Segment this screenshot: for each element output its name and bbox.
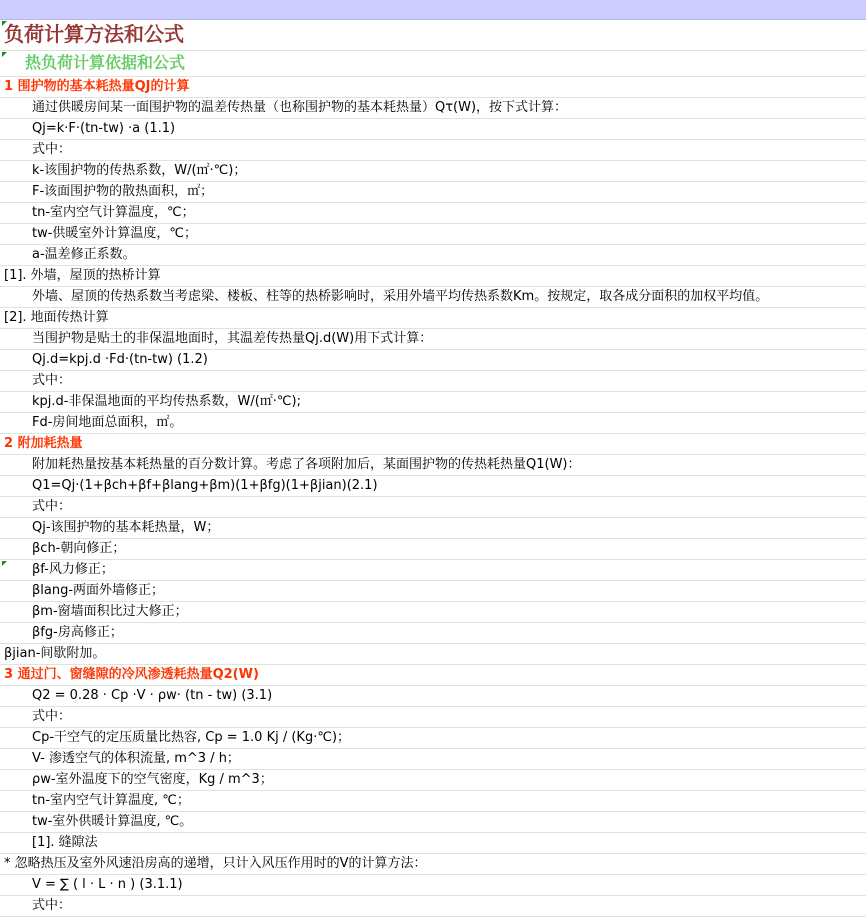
cell-comment-marker-icon — [2, 52, 7, 57]
cell-text: 式中： — [32, 373, 72, 388]
sheet-row[interactable] — [0, 581, 866, 602]
cell-text: tn-室内空气计算温度, ℃； — [32, 793, 190, 808]
cell-text: βlang-两面外墙修正； — [32, 583, 165, 598]
cell-text: k-该围护物的传热系数，W/(㎡·℃)； — [32, 163, 247, 178]
cell-text: 通过供暖房间某一面围护物的温差传热量（也称围护物的基本耗热量）Qτ(W)，按下式计算： — [32, 100, 568, 115]
cell-text: tw-室外供暖计算温度, ℃。 — [32, 814, 193, 829]
sheet-row[interactable] — [0, 245, 866, 266]
sheet-row[interactable] — [0, 791, 866, 812]
section-subtitle[interactable] — [0, 51, 866, 77]
cell-text: ρw-室外温度下的空气密度，Kg / m^3； — [32, 772, 273, 787]
sheet-row[interactable] — [0, 560, 866, 581]
cell-text: 式中： — [32, 142, 72, 157]
sheet-row[interactable] — [0, 371, 866, 392]
sheet-row[interactable] — [0, 707, 866, 728]
cell-text: tw-供暖室外计算温度，℃； — [32, 226, 198, 241]
cell-text: [1]. 外墙，屋顶的热桥计算 — [4, 268, 161, 283]
sheet-row[interactable] — [0, 182, 866, 203]
sheet-row[interactable] — [0, 224, 866, 245]
cell-comment-marker-icon — [2, 561, 7, 566]
sheet-row[interactable] — [0, 287, 866, 308]
cell-text: βfg-房高修正； — [32, 625, 123, 640]
sheet-row[interactable] — [0, 329, 866, 350]
sheet-row[interactable] — [0, 308, 866, 329]
sheet-row[interactable] — [0, 602, 866, 623]
cell-text: 式中： — [32, 499, 72, 514]
cell-text: 外墙、屋顶的传热系数当考虑梁、楼板、柱等的热桥影响时，采用外墙平均传热系数Km。按规定，取各成分面积的加权平均值。 — [32, 289, 769, 304]
cell-text: Qj-该围护物的基本耗热量，W； — [32, 520, 220, 535]
section-heading[interactable] — [0, 77, 866, 98]
section-heading[interactable] — [0, 665, 866, 686]
header-bar — [0, 0, 866, 20]
sheet-row[interactable] — [0, 728, 866, 749]
cell-text: [1]. 缝隙法 — [32, 835, 98, 850]
sheet-row[interactable] — [0, 350, 866, 371]
sheet-row[interactable] — [0, 413, 866, 434]
cell-text: Fd-房间地面总面积，㎡。 — [32, 415, 183, 430]
cell-text: 热负荷计算依据和公式 — [25, 53, 186, 72]
sheet-row[interactable] — [0, 623, 866, 644]
sheet-row[interactable] — [0, 518, 866, 539]
sheet-row[interactable] — [0, 833, 866, 854]
cell-text: Cp-干空气的定压质量比热容, Cp = 1.0 Kj / (Kg·℃)； — [32, 730, 351, 745]
cell-text: 当围护物是贴土的非保温地面时，其温差传热量Qj.d(W)用下式计算： — [32, 331, 433, 346]
cell-text: 1 围护物的基本耗热量QJ的计算 — [4, 79, 190, 94]
cell-text: 3 通过门、窗缝隙的冷风渗透耗热量Q2(W) — [4, 667, 259, 682]
sheet-row[interactable] — [0, 140, 866, 161]
sheet-row[interactable] — [0, 98, 866, 119]
sheet-row[interactable] — [0, 392, 866, 413]
sheet-row[interactable] — [0, 749, 866, 770]
cell-text: kpj.d-非保温地面的平均传热系数，W/(㎡·℃); — [32, 394, 301, 409]
sheet-row[interactable] — [0, 455, 866, 476]
cell-text: F-该面围护物的散热面积，㎡； — [32, 184, 214, 199]
sheet-row[interactable] — [0, 686, 866, 707]
sheet-row[interactable] — [0, 875, 866, 896]
sheet-row[interactable] — [0, 644, 866, 665]
cell-text: a-温差修正系数。 — [32, 247, 136, 262]
cell-text: βf-风力修正； — [32, 562, 114, 577]
cell-text: tn-室内空气计算温度，℃； — [32, 205, 195, 220]
cell-text: * 忽略热压及室外风速沿房高的递增，只计入风压作用时的V的计算方法： — [4, 856, 427, 871]
cell-text: [2]. 地面传热计算 — [4, 310, 109, 325]
cell-text: 2 附加耗热量 — [4, 436, 83, 451]
sheet-row[interactable] — [0, 266, 866, 287]
cell-text: 附加耗热量按基本耗热量的百分数计算。考虑了各项附加后，某面围护物的传热耗热量Q1(W)： — [32, 457, 581, 472]
cell-text: Q1=Qj·(1+βch+βf+βlang+βm)(1+βfg)(1+βjian)(2.1) — [32, 478, 378, 493]
cell-text: Q2 = 0.28 · Cp ·V · ρw· (tn - tw) (3.1) — [32, 688, 273, 703]
cell-text: V- 渗透空气的体积流量, m^3 / h； — [32, 751, 240, 766]
section-heading[interactable] — [0, 434, 866, 455]
sheet-row[interactable] — [0, 539, 866, 560]
cell-text: Qj.d=kpj.d ·Fd·(tn-tw) (1.2) — [32, 352, 208, 367]
sheet-row[interactable] — [0, 476, 866, 497]
cell-text: V = ∑ ( l · L · n ) (3.1.1) — [32, 877, 183, 892]
cell-text: βjian-间歇附加。 — [4, 646, 106, 661]
cell-text: 负荷计算方法和公式 — [4, 22, 184, 46]
sheet-row[interactable] — [0, 119, 866, 140]
cell-text: βm-窗墙面积比过大修正； — [32, 604, 188, 619]
document-title[interactable] — [0, 20, 866, 51]
sheet-body — [0, 20, 866, 917]
cell-text: βch-朝向修正； — [32, 541, 126, 556]
sheet-row[interactable] — [0, 770, 866, 791]
sheet-row[interactable] — [0, 896, 866, 917]
sheet-row[interactable] — [0, 812, 866, 833]
sheet-row[interactable] — [0, 161, 866, 182]
sheet-row[interactable] — [0, 854, 866, 875]
sheet-row[interactable] — [0, 497, 866, 518]
cell-text: Qj=k·F·(tn-tw) ·a (1.1) — [32, 121, 176, 136]
cell-text: 式中： — [32, 709, 72, 724]
cell-text: 式中： — [32, 898, 72, 913]
sheet-row[interactable] — [0, 203, 866, 224]
